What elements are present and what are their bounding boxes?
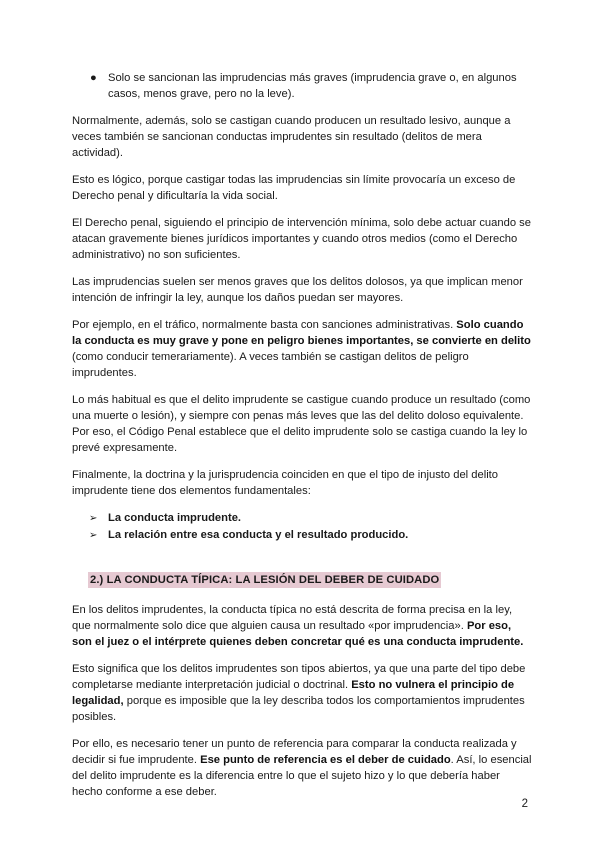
paragraph: Normalmente, además, solo se castigan cuando producen un resultado lesivo, aunque a veces también se sancionan conductas imprudentes sin resultado (delitos de mera actividad).	[72, 115, 511, 159]
bullet-list	[72, 70, 532, 102]
paragraph: El Derecho penal, siguiendo el principio de intervención mínima, solo debe actuar cuando se atacan gravemente bienes jurídicos importantes y cuando otros medios (como el Derecho administrativo) no son suficientes.	[72, 217, 531, 261]
text-run: Por ello, es necesario tener un punto de referencia para comparar la conducta realizada y decidir si fue imprudente.	[72, 738, 517, 766]
section-heading: 2.) LA CONDUCTA TÍPICA: LA LESIÓN DEL DEBER DE CUIDADO	[90, 574, 440, 586]
list-item	[72, 510, 532, 527]
paragraph	[72, 661, 532, 725]
paragraph	[72, 317, 532, 381]
paragraph: Lo más habitual es que el delito imprudente se castigue cuando produce un resultado (como una muerte o lesión), y siempre con penas más leves que las del delito doloso equivalente. Por eso, el Código Penal establece que el delito imprudente solo se castiga cuando la ley lo prevé expresamente.	[72, 394, 531, 454]
text-run: porque es imposible que la ley describa todos los comportamientos imprudentes posibles.	[72, 695, 525, 723]
arrow-bullet-icon: ➢	[89, 513, 98, 524]
bold-text: Solo cuando la conducta es muy grave y pone en peligro bienes importantes, se convierte en delito	[72, 319, 531, 347]
page-content	[72, 70, 532, 811]
paragraph	[72, 602, 532, 650]
text-run: En los delitos imprudentes, la conducta típica no está descrita de forma precisa en la ley, que normalmente solo dice que alguien causa un resultado «por imprudencia».	[72, 604, 513, 632]
list-item	[72, 70, 532, 102]
text-run: (como conducir temerariamente). A veces también se castigan delitos de peligro imprudentes.	[72, 351, 469, 379]
arrow-list	[72, 510, 532, 544]
bullet-dot-icon: ●	[90, 72, 97, 84]
bold-text: Por eso, son el juez o el intérprete quienes deben concretar qué es una conducta imprudente.	[72, 620, 524, 648]
paragraph: Finalmente, la doctrina y la jurisprudencia coinciden en que el tipo de injusto del delito imprudente tiene dos elementos fundamentales:	[72, 469, 499, 497]
paragraph: Las imprudencias suelen ser menos graves que los delitos dolosos, ya que implican menor intención de infringir la ley, aunque los daños puedan ser mayores.	[72, 276, 523, 304]
section-heading-wrap	[72, 570, 532, 588]
list-item-text: La conducta imprudente.	[108, 512, 242, 524]
text-run: Por ejemplo, en el tráfico, normalmente basta con sanciones administrativas.	[72, 319, 457, 331]
paragraph: Esto es lógico, porque castigar todas las imprudencias sin límite provocaría un exceso de Derecho penal y dificultaría la vida social.	[72, 174, 516, 202]
list-item-text: La relación entre esa conducta y el resultado producido.	[108, 529, 409, 541]
paragraph	[72, 736, 532, 800]
list-item	[72, 527, 532, 544]
bullet-text: Solo se sancionan las imprudencias más graves (imprudencia grave o, en algunos casos, menos grave, pero no la leve).	[108, 72, 517, 100]
arrow-bullet-icon: ➢	[89, 530, 98, 541]
bold-text: Esto no vulnera el principio de legalidad,	[72, 679, 515, 707]
text-run: . Así, lo esencial del delito imprudente es la diferencia entre lo que el sujeto hizo y lo que debería haber hecho conforme a ese deber.	[72, 754, 532, 798]
page-number: 2	[521, 798, 528, 810]
text-run: Esto significa que los delitos imprudentes son tipos abiertos, ya que una parte del tipo debe completarse mediante interpretación judicial o doctrinal.	[72, 663, 526, 691]
bold-text: Ese punto de referencia es el deber de cuidado	[200, 754, 451, 766]
